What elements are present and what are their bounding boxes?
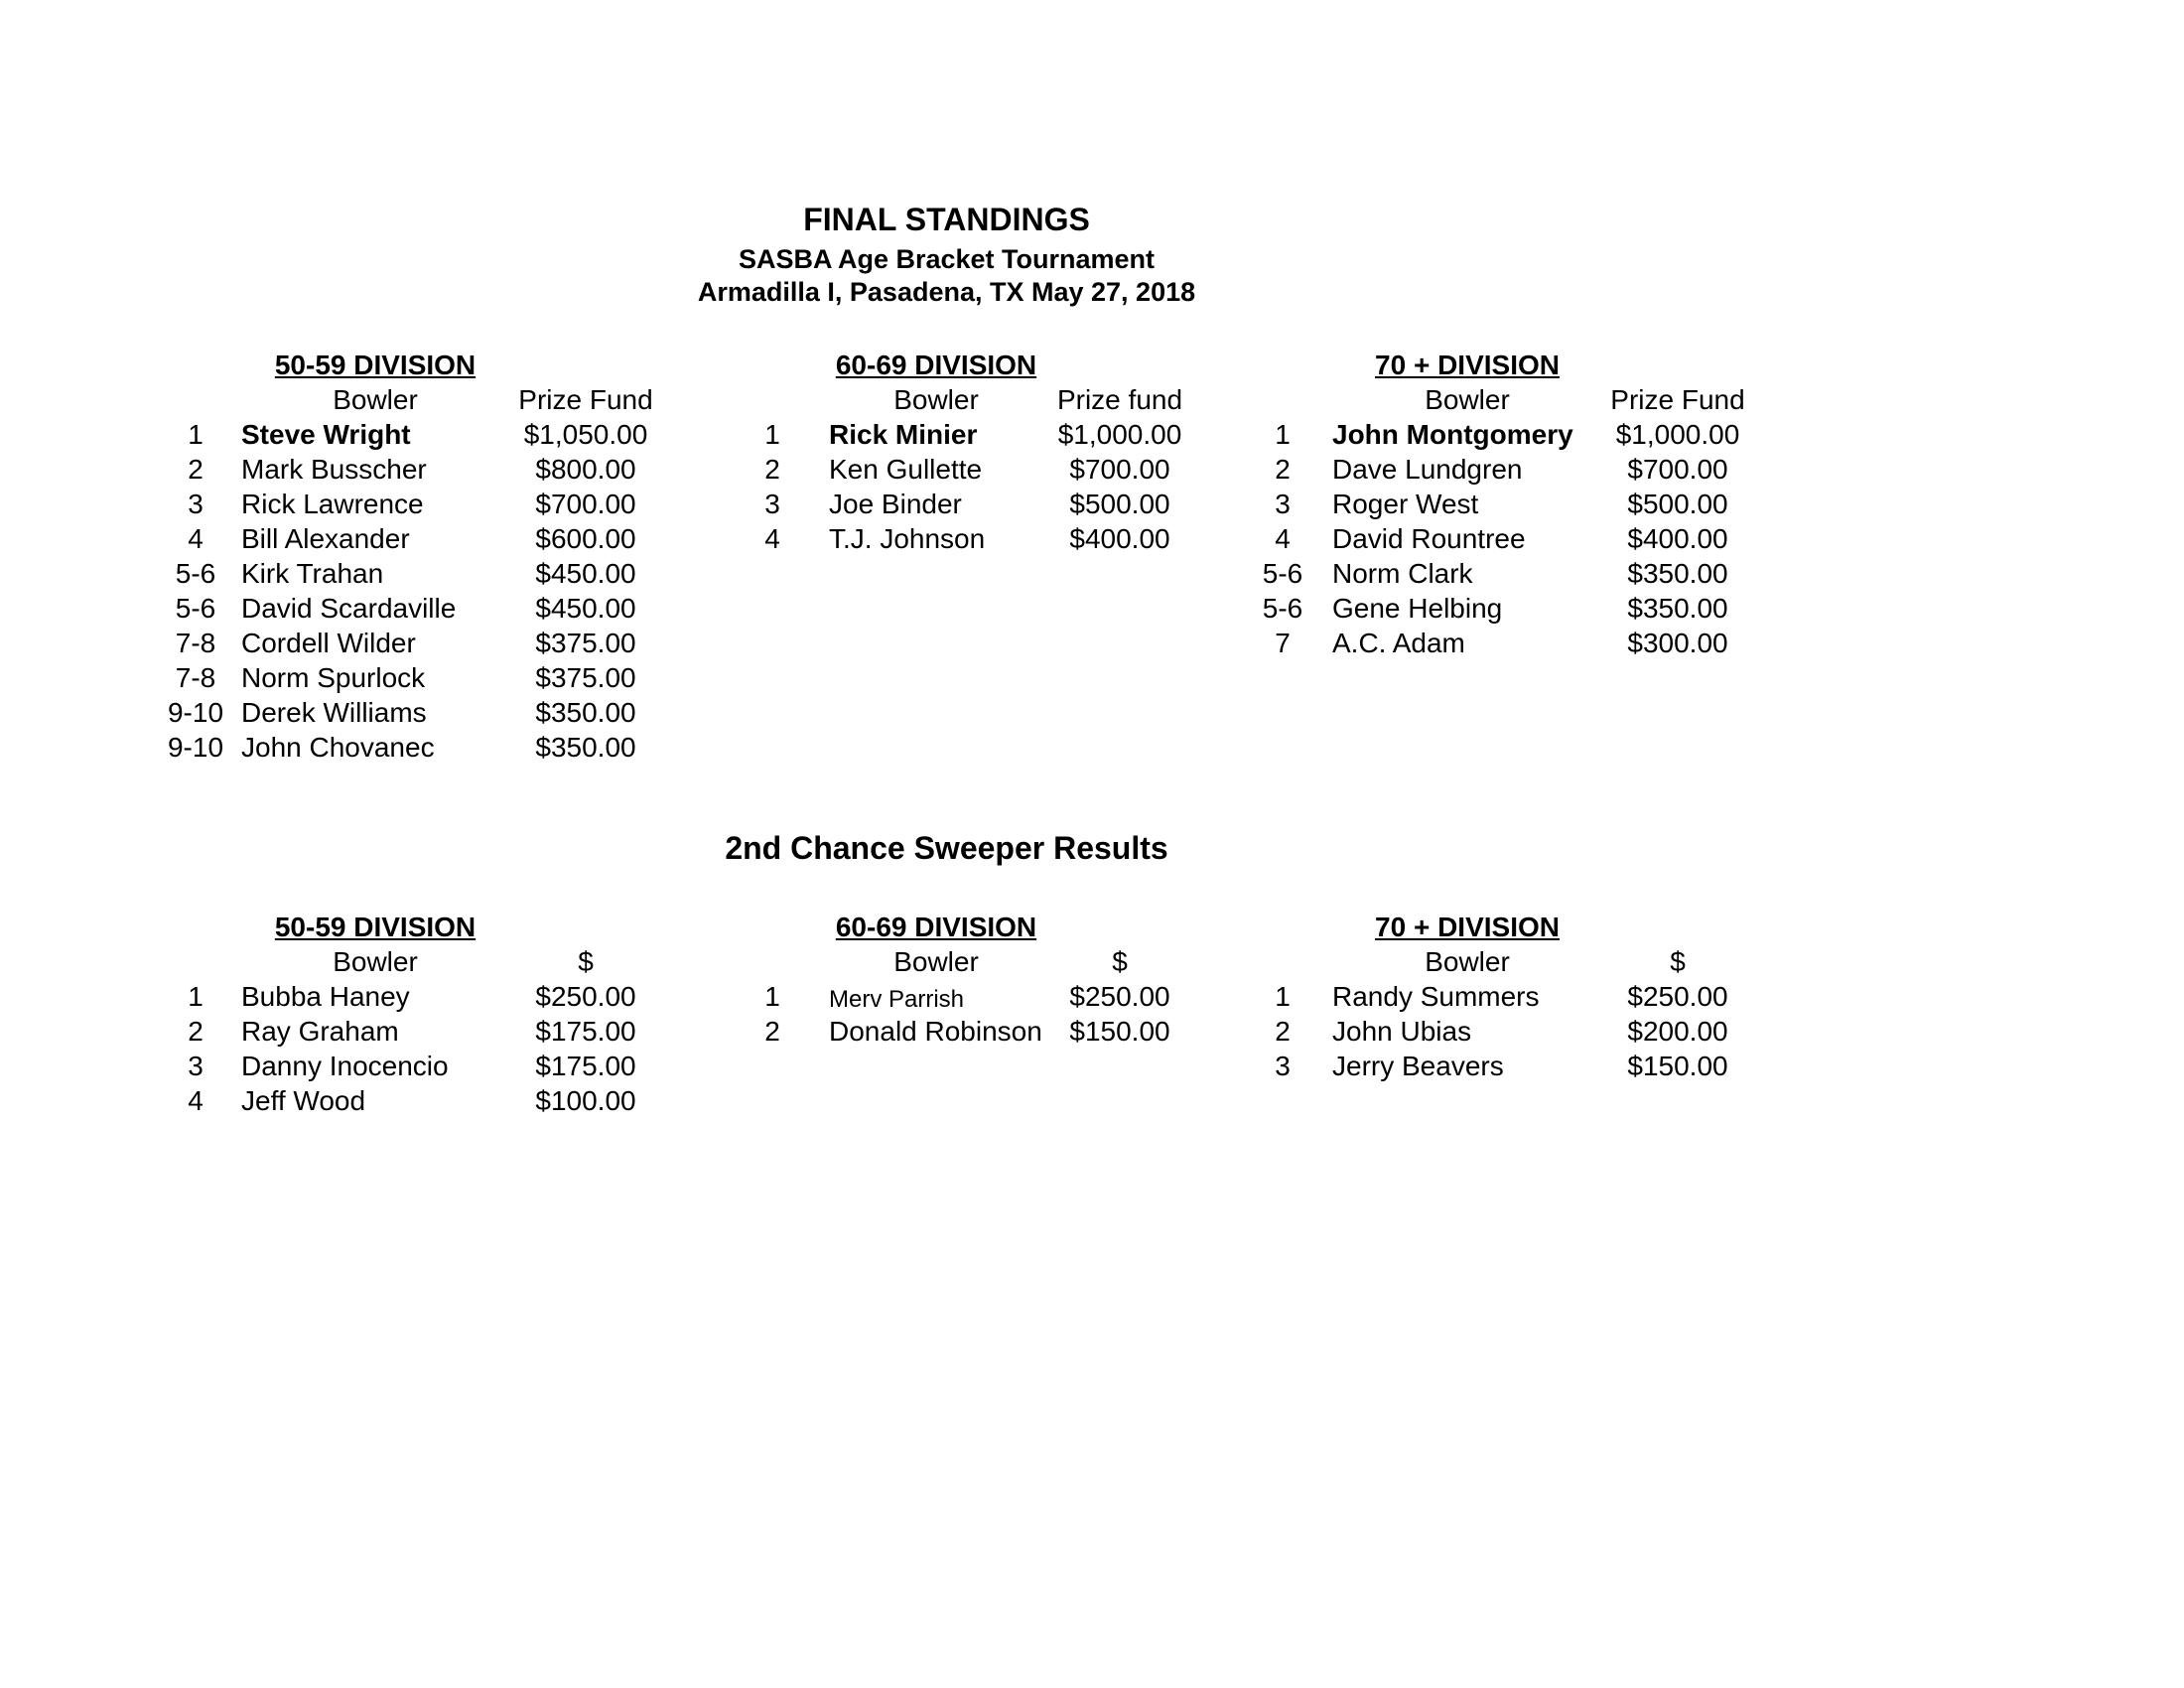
bowler-column-header: Bowler [1425,946,1510,977]
bowler-name-cell: Mark Busscher [241,454,427,485]
amount-cell: $175.00 [535,1051,636,1081]
amount-cell: $375.00 [535,628,636,658]
rank-cell: 9-10 [167,697,224,728]
bowler-name-cell: Ken Gullette [829,454,983,485]
bowler-name-cell: Rick Minier [829,419,978,450]
rank-cell: 2 [1275,1016,1291,1047]
amount-cell: $1,000.00 [1057,419,1182,450]
rank-cell: 2 [188,454,204,485]
amount-cell: $450.00 [535,558,636,589]
amount-cell: $175.00 [535,1016,636,1047]
rank-cell: 1 [188,981,204,1012]
bowler-column-header: Bowler [1425,384,1510,415]
bowler-name-cell: Kirk Trahan [241,558,384,589]
rank-cell: 9-10 [167,732,224,763]
rank-cell: 5-6 [1262,593,1303,624]
bowler-name-cell: Steve Wright [241,419,411,450]
amount-column-header: Prize fund [1056,384,1183,415]
division-heading: 70 + DIVISION [1375,350,1560,380]
bowler-column-header: Bowler [333,384,418,415]
amount-cell: $300.00 [1627,628,1728,658]
amount-column-header: $ [1670,946,1686,977]
amount-cell: $250.00 [1627,981,1728,1012]
rank-cell: 2 [764,454,780,485]
tournament-subtitle: SASBA Age Bracket Tournament [738,244,1156,274]
division-heading: 70 + DIVISION [1375,912,1560,942]
amount-cell: $100.00 [535,1085,636,1116]
bowler-name-cell: Danny Inocencio [241,1051,449,1081]
rank-cell: 1 [188,419,204,450]
amount-column-header: $ [1112,946,1128,977]
bowler-name-cell: Jeff Wood [241,1085,366,1116]
rank-cell: 7-8 [175,628,216,658]
bowler-name-cell: John Ubias [1332,1016,1472,1047]
bowler-name-cell: Jerry Beavers [1332,1051,1504,1081]
rank-cell: 1 [1275,981,1291,1012]
amount-cell: $400.00 [1069,523,1170,554]
rank-cell: 4 [188,523,204,554]
bowler-name-cell: Gene Helbing [1332,593,1503,624]
bowler-name-cell: John Montgomery [1332,419,1573,450]
bowler-name-cell: Joe Binder [829,489,962,519]
bowler-name-cell: John Chovanec [241,732,435,763]
amount-cell: $150.00 [1627,1051,1728,1081]
rank-cell: 2 [188,1016,204,1047]
rank-cell: 1 [764,981,780,1012]
bowler-name-cell: Dave Lundgren [1332,454,1523,485]
division-heading: 60-69 DIVISION [835,912,1037,942]
page-title: FINAL STANDINGS [803,202,1090,237]
bowler-column-header: Bowler [333,946,418,977]
amount-cell: $800.00 [535,454,636,485]
amount-cell: $450.00 [535,593,636,624]
bowler-name-cell: Ray Graham [241,1016,399,1047]
bowler-name-cell: Merv Parrish [829,986,965,1013]
rank-cell: 1 [764,419,780,450]
rank-cell: 4 [764,523,780,554]
bowler-name-cell: Roger West [1332,489,1479,519]
bowler-column-header: Bowler [893,384,979,415]
rank-cell: 3 [188,489,204,519]
amount-cell: $400.00 [1627,523,1728,554]
bowler-name-cell: A.C. Adam [1332,628,1465,658]
rank-cell: 3 [188,1051,204,1081]
bowler-name-cell: Cordell Wilder [241,628,416,658]
rank-cell: 4 [188,1085,204,1116]
bowler-name-cell: Bill Alexander [241,523,410,554]
rank-cell: 5-6 [1262,558,1303,589]
bowler-name-cell: David Scardaville [241,593,457,624]
bowler-name-cell: Donald Robinson [829,1016,1042,1047]
rank-cell: 7 [1275,628,1291,658]
amount-cell: $700.00 [1069,454,1170,485]
bowler-name-cell: T.J. Johnson [829,523,986,554]
amount-column-header: Prize Fund [1610,384,1745,415]
rank-cell: 3 [764,489,780,519]
rank-cell: 3 [1275,1051,1291,1081]
amount-cell: $1,000.00 [1615,419,1740,450]
bowler-name-cell: Norm Spurlock [241,662,426,693]
division-heading: 60-69 DIVISION [835,350,1037,380]
amount-column-header: $ [578,946,594,977]
amount-cell: $350.00 [535,732,636,763]
amount-cell: $600.00 [535,523,636,554]
rank-cell: 3 [1275,489,1291,519]
amount-cell: $150.00 [1069,1016,1170,1047]
division-heading: 50-59 DIVISION [274,350,477,380]
bowler-name-cell: David Rountree [1332,523,1526,554]
bowler-name-cell: Randy Summers [1332,981,1540,1012]
bowler-name-cell: Rick Lawrence [241,489,424,519]
amount-cell: $200.00 [1627,1016,1728,1047]
bowler-name-cell: Norm Clark [1332,558,1473,589]
amount-column-header: Prize Fund [518,384,653,415]
rank-cell: 4 [1275,523,1291,554]
rank-cell: 2 [1275,454,1291,485]
amount-cell: $350.00 [1627,593,1728,624]
amount-cell: $700.00 [1627,454,1728,485]
rank-cell: 7-8 [175,662,216,693]
bowler-name-cell: Derek Williams [241,697,427,728]
amount-cell: $500.00 [1627,489,1728,519]
division-heading: 50-59 DIVISION [274,912,477,942]
rank-cell: 5-6 [175,558,216,589]
rank-cell: 5-6 [175,593,216,624]
bowler-column-header: Bowler [893,946,979,977]
amount-cell: $500.00 [1069,489,1170,519]
rank-cell: 2 [764,1016,780,1047]
sweeper-section-title: 2nd Chance Sweeper Results [725,830,1168,866]
rank-cell: 1 [1275,419,1291,450]
amount-cell: $375.00 [535,662,636,693]
amount-cell: $700.00 [535,489,636,519]
tournament-location-date: Armadilla I, Pasadena, TX May 27, 2018 [697,277,1196,307]
amount-cell: $1,050.00 [523,419,648,450]
amount-cell: $250.00 [1069,981,1170,1012]
bowler-name-cell: Bubba Haney [241,981,410,1012]
amount-cell: $350.00 [1627,558,1728,589]
amount-cell: $350.00 [535,697,636,728]
amount-cell: $250.00 [535,981,636,1012]
